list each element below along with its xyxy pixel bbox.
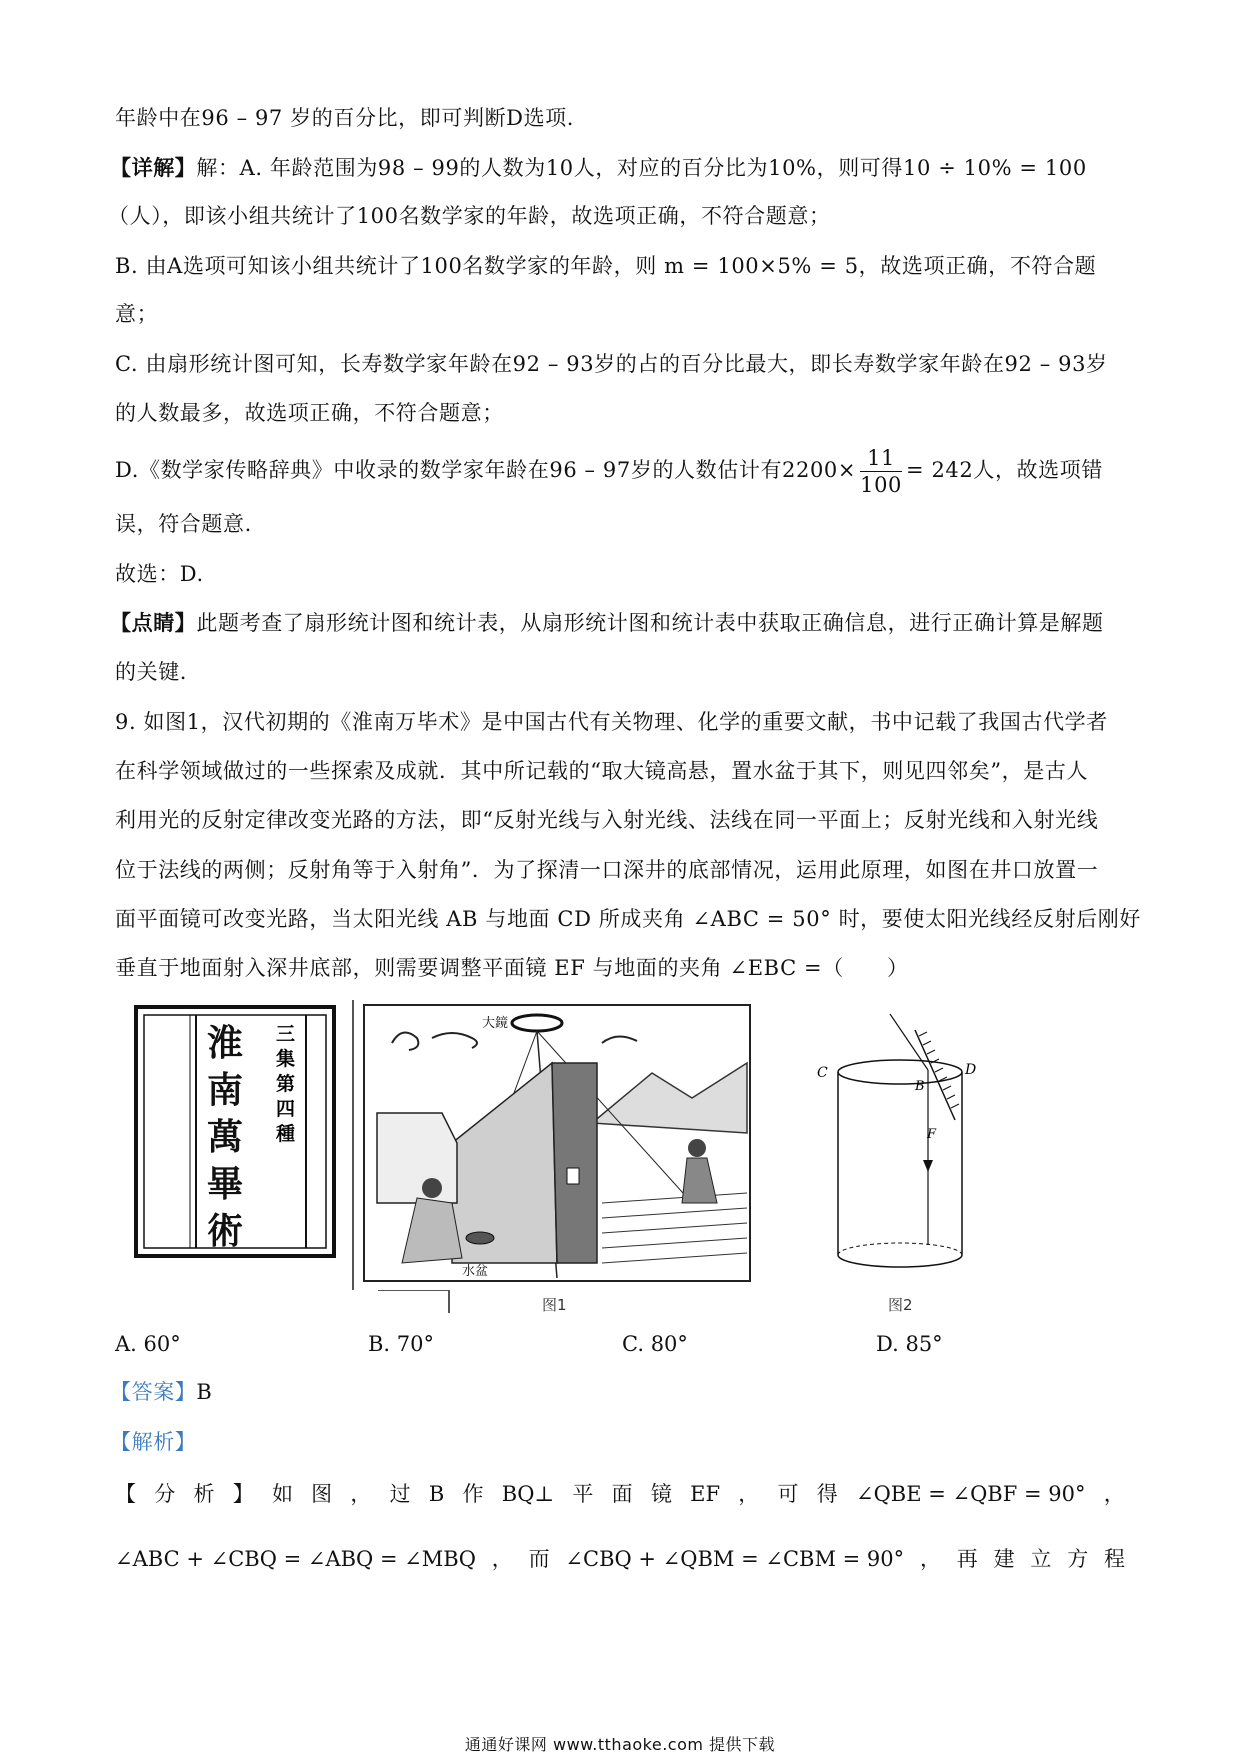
book-series-char-4: 四 [276, 1098, 296, 1120]
book-cover-figure [132, 1003, 338, 1260]
option-c-value: 80° [650, 1332, 688, 1356]
analysis-line-1-part: 可 [777, 1482, 799, 1506]
page-footer: 通通好课网 www.tthaoke.com 提供下载 [464, 1735, 776, 1754]
option-a-value: 60° [143, 1332, 181, 1356]
label-C: C [817, 1065, 828, 1081]
book-series-char-1: 三 [276, 1023, 296, 1045]
analysis-line-1-part: ， [1103, 1482, 1125, 1506]
text-line-12: 的关键. [115, 660, 188, 684]
question-line-6: 垂直于地面射入深井底部，则需要调整平面镜 EF 与地面的夹角 ∠EBC =（ ） [115, 956, 909, 980]
book-title-char-5: 術 [207, 1211, 244, 1252]
detail-text: 解：A. 年龄范围为98 – 99的人数为10人，对应的百分比为10%，则可得10 ÷ 10% = 100 [196, 156, 1087, 180]
analysis-line-2-part: 建 [993, 1547, 1015, 1571]
analysis-line-2 [115, 1545, 1125, 1573]
analysis-line-1-part: 平 [572, 1482, 594, 1506]
analysis-line-1-part: BQ⊥ [501, 1482, 555, 1506]
analysis-line-1-part: 析 [193, 1482, 215, 1506]
analysis-line-1-part: 得 [816, 1482, 838, 1506]
book-series-char-5: 種 [276, 1123, 296, 1145]
book-series-column [275, 1023, 295, 1145]
option-d [876, 1330, 943, 1358]
analysis-line-1-part: 如 [271, 1482, 293, 1506]
key-point-bracket: 【点睛】 [110, 610, 197, 635]
option-c [622, 1330, 688, 1358]
text-line-10: 故选：D. [115, 562, 204, 586]
option-c-label: C. [622, 1332, 644, 1356]
option-a [115, 1330, 181, 1358]
book-series-char-3: 第 [276, 1073, 296, 1095]
analysis-line-2-part: 再 [956, 1547, 978, 1571]
analysis-line-1-part: 作 [462, 1482, 484, 1506]
text-line-1: 年龄中在96 – 97 岁的百分比，即可判断D选项. [115, 106, 575, 130]
book-title-char-1: 淮 [207, 1023, 244, 1064]
book-title-char-2: 南 [207, 1070, 244, 1111]
book-title-column [207, 1022, 243, 1252]
text-line-4: B. 由A选项可知该小组共统计了100名数学家的年龄，则 m = 100×5% = 5，故选项正确，不符合题 [115, 254, 1097, 278]
answer-value: B [196, 1380, 213, 1404]
label-B: B [915, 1079, 925, 1094]
question-line-3: 利用光的反射定律改变光路的方法，即“反射光线与入射光线、法线在同一平面上；反射光线和入射光线 [115, 808, 1099, 832]
option-b-label: B. [368, 1332, 391, 1356]
illustration-top-label: 大鏡 [482, 1016, 509, 1031]
fraction-numerator: 11 [860, 445, 902, 472]
option-a-label: A. [115, 1332, 137, 1356]
analysis-line-1-part: ， [738, 1482, 760, 1506]
analysis-line-1-part: 分 [154, 1482, 176, 1506]
book-title-char-4: 畢 [207, 1164, 244, 1205]
question-line-2: 在科学领域做过的一些探索及成就．其中所记载的“取大镜高悬，置水盆于其下，则见四邻矣”，是古人 [115, 759, 1089, 783]
analysis-line-1 [115, 1480, 1125, 1508]
analysis-line-1-part: 镜 [650, 1482, 672, 1506]
analysis-header: 【解析】 [110, 1430, 197, 1454]
book-series-char-2: 集 [276, 1048, 296, 1070]
illustration-bottom-label: 水盆 [462, 1264, 489, 1279]
analysis-line-2-part: ， [491, 1547, 513, 1571]
text-line-3: （人），即该小组共统计了100名数学家的年龄，故选项正确，不符合题意； [108, 204, 831, 228]
analysis-line-1-part: 【 [115, 1482, 136, 1506]
text-line-11 [110, 609, 1104, 637]
analysis-line-1-part: 】 [232, 1482, 254, 1506]
text-line-8 [115, 440, 1103, 500]
analysis-line-1-part: B [428, 1482, 445, 1506]
figure-2-caption: 图2 [888, 1296, 913, 1314]
analysis-line-1-part: ∠QBE = ∠QBF = 90° [855, 1482, 1086, 1506]
figure-2-diagram [815, 1010, 985, 1280]
analysis-line-2-part: 立 [1030, 1547, 1052, 1571]
question-line-4: 位于法线的两侧；反射角等于入射角”．为了探清一口深井的底部情况，运用此原理，如图在井口放置一 [115, 858, 1099, 882]
text-line-2 [110, 154, 1087, 182]
analysis-line-1-part: ， [350, 1482, 372, 1506]
analysis-line-2-part: 而 [528, 1547, 550, 1571]
option-d-value: 85° [905, 1332, 943, 1356]
answer-line [110, 1378, 212, 1406]
analysis-line-1-part: 面 [611, 1482, 633, 1506]
text-line-6: C. 由扇形统计图可知，长寿数学家年龄在92 – 93岁的占的百分比最大，即长寿数学家年龄在92 – 93岁 [115, 352, 1108, 376]
analysis-line-2-part: 方 [1067, 1547, 1089, 1571]
figure-1-divider [352, 1000, 354, 1290]
option-d-label: D. [876, 1332, 899, 1356]
text-line-9: 误，符合题意. [115, 512, 252, 536]
analysis-line-2-part: ， [919, 1547, 941, 1571]
option-b-value: 70° [396, 1332, 435, 1356]
figure-1-caption-box [378, 1290, 450, 1313]
fraction [860, 445, 902, 498]
fraction-denominator: 100 [860, 473, 902, 497]
analysis-line-1-part: EF [690, 1482, 721, 1506]
analysis-line-1-part: 过 [389, 1482, 411, 1506]
line8-post: = 242人，故选项错 [906, 458, 1103, 482]
analysis-line-2-part: ∠CBQ + ∠QBM = ∠CBM = 90° [565, 1547, 905, 1571]
question-line-5: 面平面镜可改变光路，当太阳光线 AB 与地面 CD 所成夹角 ∠ABC = 50° 时，要使太阳光线经反射后刚好 [115, 907, 1141, 931]
answer-bracket: 【答案】 [110, 1380, 197, 1404]
line8-pre: D.《数学家传略辞典》中收录的数学家年龄在96 – 97岁的人数估计有2200× [115, 458, 857, 482]
question-line-1: 9. 如图1，汉代初期的《淮南万毕术》是中国古代有关物理、化学的重要文献，书中记载了我国古代学者 [115, 710, 1108, 734]
text-line-7: 的人数最多，故选项正确，不符合题意； [115, 401, 504, 425]
label-D: D [965, 1062, 977, 1078]
figure-1-illustration [362, 1003, 752, 1283]
option-b [368, 1330, 434, 1358]
analysis-line-2-part: 程 [1104, 1547, 1125, 1571]
text-line-5: 意； [115, 302, 159, 326]
figure-1-caption: 图1 [542, 1296, 567, 1314]
detail-bracket: 【详解】 [110, 155, 197, 180]
book-title-char-3: 萬 [207, 1117, 244, 1158]
analysis-line-1-part: 图 [311, 1482, 333, 1506]
analysis-line-2-part: ∠ABC + ∠CBQ = ∠ABQ = ∠MBQ [115, 1547, 476, 1571]
key-point-text: 此题考查了扇形统计图和统计表，从扇形统计图和统计表中获取正确信息，进行正确计算是解题 [196, 611, 1104, 635]
label-F: F [927, 1127, 937, 1142]
